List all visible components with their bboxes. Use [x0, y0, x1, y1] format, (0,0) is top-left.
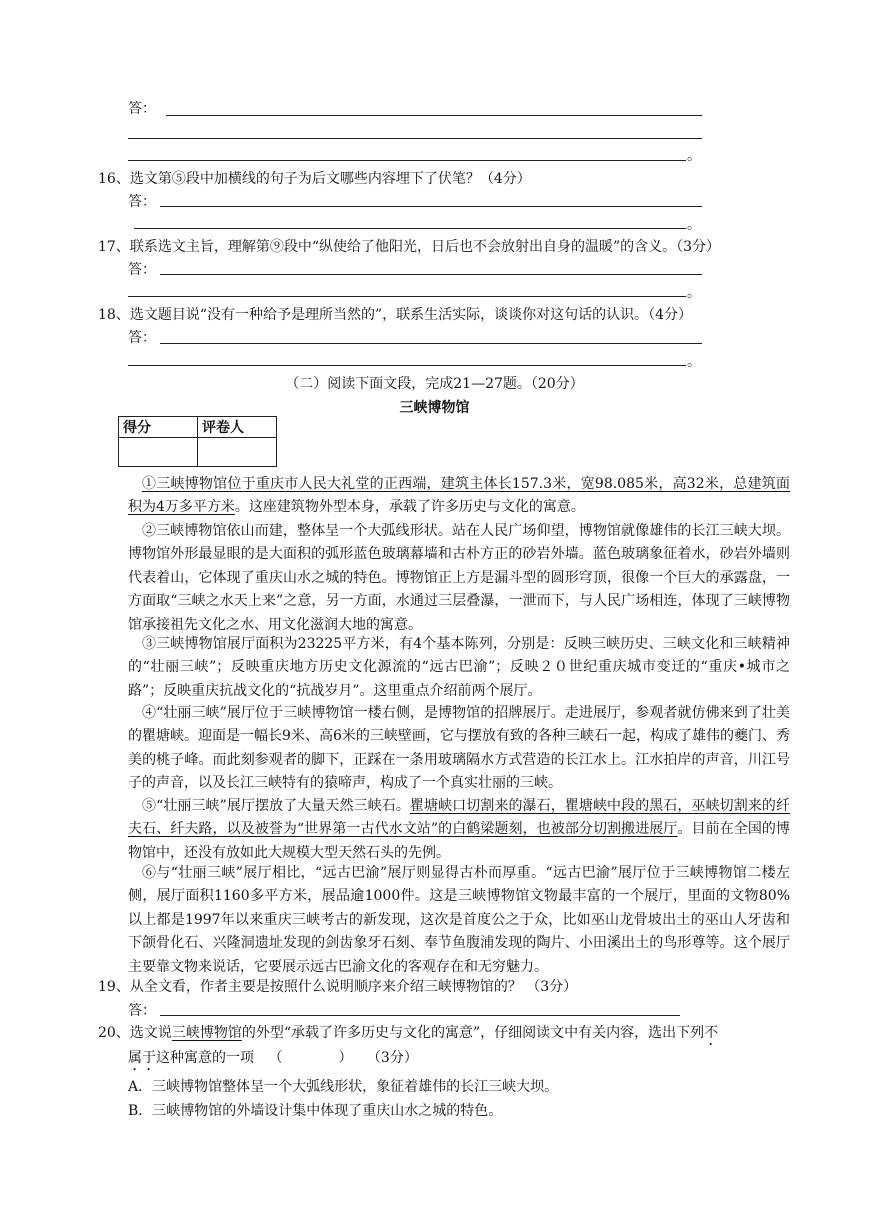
answer-period: 。 — [687, 217, 701, 233]
paragraph-5-start: ⑤“壮丽三峡”展厅摆放了大量天然三峡石。 — [142, 798, 410, 814]
answer-period: 。 — [687, 285, 701, 301]
answer-label-17: 答： — [128, 262, 156, 278]
question-16: 16、选文第⑤段中加横线的句子为后文哪些内容埋下了伏笔？（4分） — [98, 171, 531, 187]
answer-line — [128, 296, 686, 297]
grader-header: 评卷人 — [198, 417, 277, 438]
question-20-emphasis-1: 不 — [704, 1025, 719, 1041]
paragraph-6: ⑥与“壮丽三峡”展厅相比，“远古巴渝”展厅则显得古朴而厚重。“远古巴渝”展厅位于三峡博物馆二楼左侧，展厅面积1160多平方米，展品逾1000件。这是三峡博物馆文物最丰富的一个展厅，里面的文物80%以上都是1997年以来重庆三峡考古的新发现，这次是首度公之于众，比如巫山龙骨坡出土的巫山人牙齿和下颌骨化石、兴隆洞遗址发现的剑齿象牙石刻、奉节鱼腹浦发现的陶片、小田溪出土的鸟形尊等。这个展厅主要靠文物来说话，它要展示远古巴渝文化的客观存在和无穷魅力。 — [128, 865, 790, 975]
question-20-score: （3分） — [366, 1050, 418, 1066]
paragraph-5-end: 。目前在全国的博物馆中，还没有放如此大规模大型天然石头的先例。 — [128, 821, 791, 861]
question-17: 17、联系选文主旨，理解第⑨段中“纵使给了他阳光，日后也不会放射出自身的温暖”的含义。（3分） — [98, 239, 721, 255]
paragraph-1-underlined: ①三峡博物馆位于重庆市人民大礼堂的正西端，建筑主体长157.3米，宽98.085米，高32米，总建筑面积为4万多平方米 — [128, 476, 790, 516]
answer-line — [128, 365, 686, 366]
question-20-line-1 — [98, 1022, 718, 1049]
answer-period: 。 — [687, 148, 701, 164]
question-20-line-2 — [128, 1047, 418, 1074]
answer-line — [128, 138, 702, 139]
question-20-start: 20、选文说 — [98, 1025, 172, 1041]
score-cell — [119, 438, 198, 467]
answer-label-19: 答： — [128, 1003, 156, 1019]
question-20-underlined: 三峡博物馆 — [171, 1025, 242, 1041]
paragraph-3: ③三峡博物馆展厅面积为23225平方米，有4个基本陈列，分别是：反映三峡历史、三峡文化和三峡精神的“壮丽三峡”；反映重庆地方历史文化源流的“远古巴渝”；反映２０世纪重庆城市变迁的“重庆•城市之路”；反映重庆抗战文化的“抗战岁月”。这里重点介绍前两个展厅。 — [128, 636, 790, 699]
answer-period: 。 — [687, 354, 701, 370]
answer-line — [134, 228, 686, 229]
question-20-middle: 的外型“承载了许多历史与文化的寓意”，仔细阅读文中有关内容，选出下列 — [241, 1025, 705, 1041]
paragraph-1-rest: 。这座建筑物外型本身，承载了许多历史与文化的寓意。 — [234, 499, 585, 516]
score-header: 得分 — [119, 417, 198, 438]
section-heading: （二）阅读下面文段，完成21—27题。（20分） — [285, 376, 584, 392]
question-20-rest: 这种寓意的一项 — [156, 1050, 254, 1066]
answer-line — [160, 343, 702, 344]
answer-label-16: 答： — [128, 194, 156, 210]
article-title: 三峡博物馆 — [399, 400, 470, 416]
paragraph-4: ④“壮丽三峡”展厅位于三峡博物馆一楼右侧，是博物馆的招牌展厅。走进展厅，参观者就仿佛来到了壮美的瞿塘峡。迎面是一幅长9米、高6米的三峡壁画，它与摆放有致的各种三峡石一起，构成了雄伟的夔门、秀美的桃子峰。而此刻参观者的脚下，正踩在一条用玻璃隔水方式营造的长江水上。江水拍岸的声音，川江号子的声音，以及长江三峡特有的猿啼声，构成了一个真实壮丽的三峡。 — [128, 705, 790, 792]
question-20-emphasis-2: 属于 — [128, 1050, 156, 1066]
answer-parentheses: （ ） — [268, 1050, 353, 1066]
score-table — [118, 416, 277, 467]
option-b: B．三峡博物馆的外墙设计集中体现了重庆山水之城的特色。 — [128, 1103, 503, 1119]
answer-label-prev: 答： — [128, 101, 156, 117]
answer-line — [160, 274, 702, 275]
paragraph-5-underlined: 瞿塘峡口切割来的瀑石，瞿塘峡中段的黑石，巫峡切割来的纤夫石、纤夫路，以及被誉为“世界第一古代水文站”的白鹤梁题刻，也被部分切割搬进展厅 — [128, 798, 790, 838]
answer-line — [160, 206, 702, 207]
option-a: A．三峡博物馆整体呈一个大弧线形状，象征着雄伟的长江三峡大坝。 — [128, 1079, 559, 1095]
paragraph-2: ②三峡博物馆依山而建，整体呈一个大弧线形状。站在人民广场仰望，博物馆就像雄伟的长江三峡大坝。博物馆外形最显眼的是大面积的弧形蓝色玻璃幕墙和古朴方正的砂岩外墙。蓝色玻璃象征着水，砂岩外墙则代表着山，它体现了重庆山水之城的特色。博物馆正上方是漏斗型的圆形穹顶，很像一个巨大的承露盘，一方面取“三峡之水天上来”之意，另一方面，水通过三层叠瀑，一泄而下，与人民广场相连，体现了三峡博物馆承接祖先文化之水、用文化滋润大地的寓意。 — [128, 523, 790, 633]
answer-label-18: 答： — [128, 330, 156, 346]
paragraph-5 — [128, 795, 790, 865]
paragraph-1 — [128, 473, 790, 520]
answer-line — [166, 115, 702, 116]
answer-line — [160, 1015, 680, 1016]
question-18: 18、选文题目说“没有一种给予是理所当然的”，联系生活实际，谈谈你对这句话的认识。（4分） — [98, 307, 693, 323]
grader-cell — [198, 438, 277, 467]
answer-line — [128, 160, 686, 161]
question-19: 19、从全文看，作者主要是按照什么说明顺序来介绍三峡博物馆的？ （3分） — [98, 979, 578, 995]
